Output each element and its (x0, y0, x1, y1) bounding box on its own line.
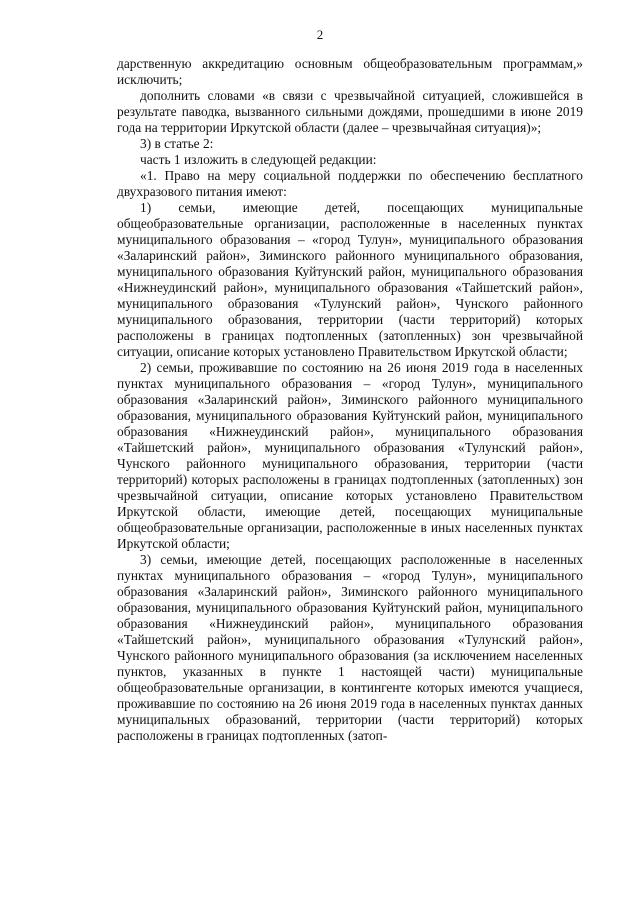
paragraph-3: 3) в статье 2: (140, 136, 214, 151)
page-number: 2 (316, 27, 324, 42)
paragraph-2: дополнить словами «в связи с чрезвычайной ситуацией, сложившейся в результате паводка, вызванного сильными дождями, прошедшими в июне 2019 года на территории Иркутской области (далее – чрезвычайная ситуация)»; (117, 88, 583, 135)
document-body (117, 56, 583, 744)
paragraph-5: «1. Право на меру социальной поддержки по обеспечению бесплатного двухразового питания имеют: (117, 168, 583, 199)
paragraph-6: 1) семьи, имеющие детей, посещающих муниципальные общеобразовательные организации, расположенные в населенных пунктах муниципального образования – «город Тулун», муниципального образования «Заларинский район», Зиминского районного муниципального образования, муниципального образования Куйтунский район, муниципального образования «Нижнеудинский район», муниципального образования «Тайшетский район», муниципального образования «Тулунский район», Чунского районного муниципального образования, территории (части территорий) которых расположены в границах подтопленных (затопленных) зон чрезвычайной ситуации, описание которых установлено Правительством Иркутской области; (117, 200, 583, 359)
paragraph-8: 3) семьи, имеющие детей, посещающих расположенные в населенных пунктах муниципального образования – «город Тулун», муниципального образования «Заларинский район», Зиминского районного муниципального образования, муниципального образования Куйтунский район, муниципального образования «Нижнеудинский район», муниципального образования «Тайшетский район», муниципального образования «Тулунский район», Чунского районного муниципального образования (за исключением населенных пунктов, указанных в пункте 1 настоящей части) муниципальные общеобразовательные организации, в контингенте которых имеются учащиеся, проживавшие по состоянию на 26 июня 2019 года в населенных пунктах данных муниципальных образований, территории (части территорий) которых расположены в границах подтопленных (затоп- (117, 552, 583, 743)
paragraph-7: 2) семьи, проживавшие по состоянию на 26 июня 2019 года в населенных пунктах муниципального образования – «город Тулун», муниципального образования «Заларинский район», Зиминского районного муниципального образования, муниципального образования Куйтунский район, муниципального образования «Нижнеудинский район», муниципального образования «Тайшетский район», муниципального образования «Тулунский район», Чунского районного муниципального образования, территории (части территорий) которых расположены в границах подтопленных (затопленных) зон чрезвычайной ситуации, описание которых установлено Правительством Иркутской области, имеющие детей, посещающих муниципальные общеобразовательные организации, расположенные в иных населенных пунктах Иркутской области; (117, 360, 583, 551)
paragraph-1: дарственную аккредитацию основным общеобразовательным программам,» исключить; (117, 56, 583, 87)
paragraph-4: часть 1 изложить в следующей редакции: (140, 152, 377, 167)
